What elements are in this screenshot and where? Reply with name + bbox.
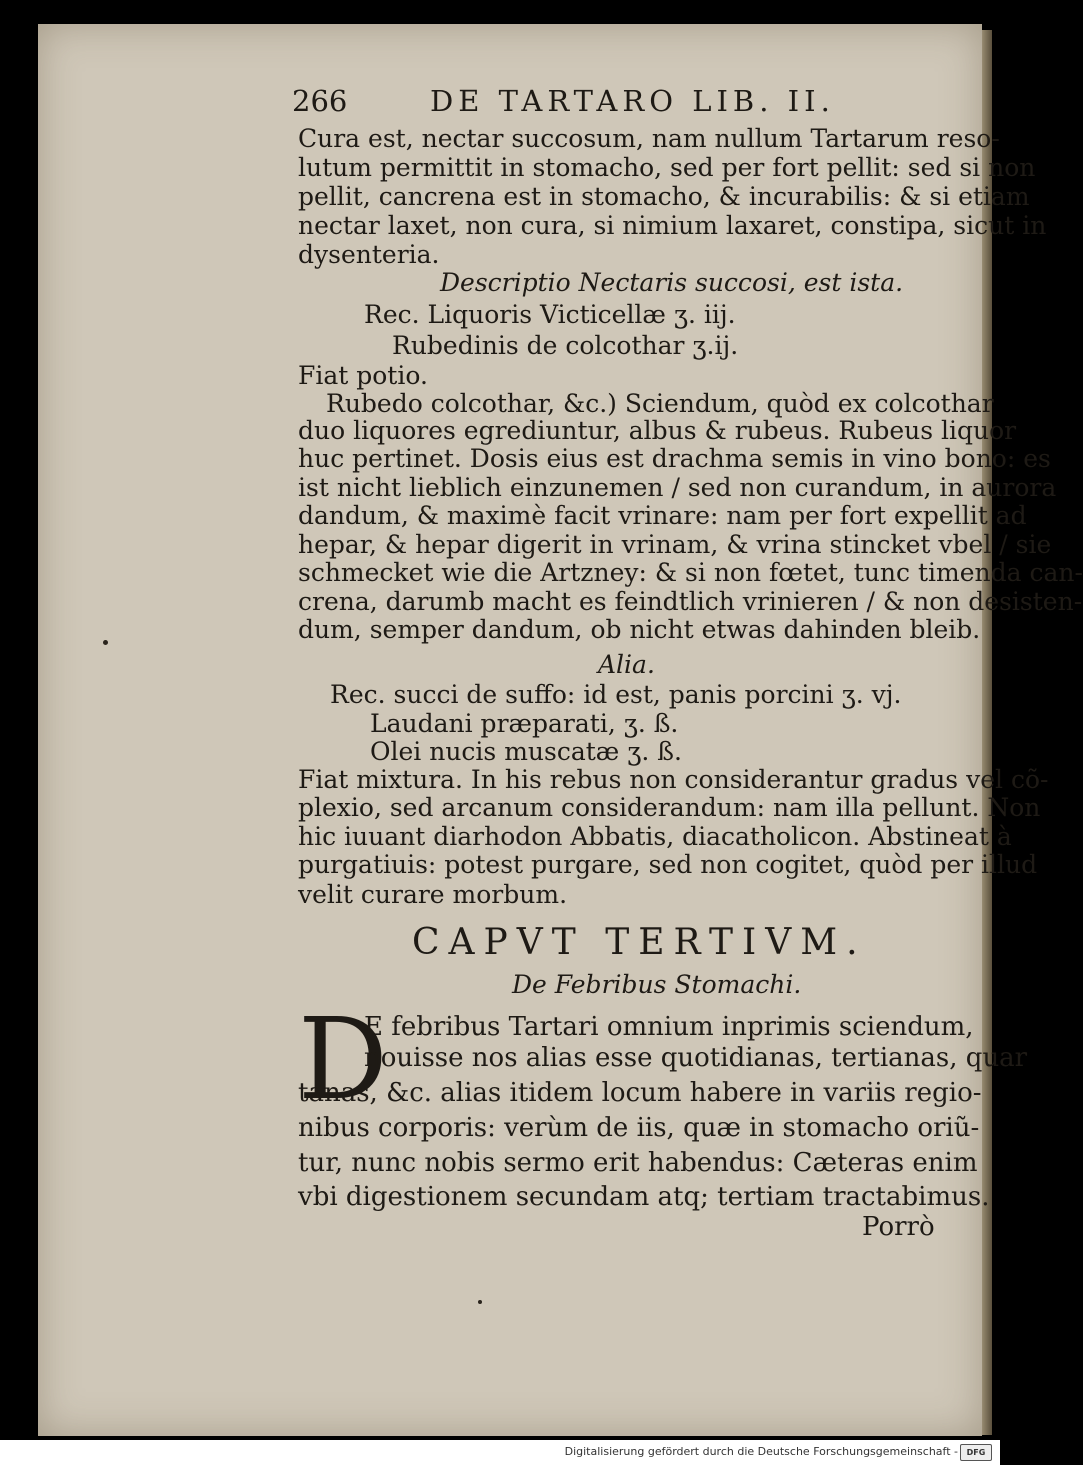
text-line: crena, darumb macht es feindtlich vrinieren / & non desisten- — [298, 587, 1083, 616]
text-line: purgatiuis: potest purgare, sed non cogitet, quòd per illud — [298, 850, 1038, 879]
text-line: lutum permittit in stomacho, sed per fort pellit: sed si non — [298, 153, 1036, 182]
text-line: velit curare morbum. — [298, 880, 568, 909]
text-line: huc pertinet. Dosis eius est drachma semis in vino bono: es — [298, 444, 1051, 473]
chapter-text-line: tanas, &c. alias itidem locum habere in variis regio- — [298, 1078, 982, 1108]
text-line: plexio, sed arcanum considerandum: nam illa pellunt. Non — [298, 793, 1041, 822]
chapter-text-line: E febribus Tartari omnium inprimis sciendum, — [364, 1012, 974, 1042]
text-line: nectar laxet, non cura, si nimium laxaret, constipa, sicut in — [298, 211, 1047, 240]
text-line: ist nicht lieblich einzunemen / sed non curandum, in aurora — [298, 473, 1057, 502]
text-line: Rubedo colcothar, &c.) Sciendum, quòd ex colcothar — [326, 389, 994, 418]
text-line: dandum, & maximè facit vrinare: nam per fort expellit ad — [298, 501, 1027, 530]
text-line: Fiat mixtura. In his rebus non considerantur gradus vel cõ- — [298, 765, 1049, 794]
catchword: Porrò — [862, 1212, 935, 1242]
dfg-logo: DFG — [960, 1444, 992, 1461]
recipe-line: Olei nucis muscatæ ʒ. ß. — [370, 737, 682, 766]
recipe-line: Rubedinis de colcothar ʒ.ij. — [392, 331, 739, 360]
recipe-heading: Descriptio Nectaris succosi, est ista. — [440, 268, 904, 297]
text-line: hic iuuant diarhodon Abbatis, diacatholicon. Abstineat à — [298, 822, 1012, 851]
running-title: DE TARTARO LIB. II. — [430, 84, 835, 118]
text-line: schmecket wie die Artzney: & si non fœtet, tunc timenda can- — [298, 558, 1083, 587]
page-number: 266 — [292, 84, 348, 118]
chapter-text-line: nibus corporis: verùm de iis, quæ in stomacho oriũ- — [298, 1113, 980, 1143]
text-line: pellit, cancrena est in stomacho, & incurabilis: & si etiam — [298, 182, 1030, 211]
chapter-text-line: vbi digestionem secundam atq; tertiam tractabimus. — [298, 1182, 990, 1212]
recipe-line: Laudani præparati, ʒ. ß. — [370, 709, 679, 738]
chapter-subtitle: De Febribus Stomachi. — [512, 970, 802, 999]
recipe-line: Rec. Liquoris Victicellæ ʒ. iij. — [364, 300, 736, 329]
chapter-text-line: nouisse nos alias esse quotidianas, tertianas, quar — [364, 1043, 1028, 1073]
chapter-title: CAPVT TERTIVM. — [412, 922, 867, 963]
text-line: Fiat potio. — [298, 361, 428, 390]
text-line: dum, semper dandum, ob nicht etwas dahinden bleib. — [298, 615, 981, 644]
text-line: duo liquores egrediuntur, albus & rubeus. Rubeus liquor — [298, 416, 1017, 445]
recipe-heading: Alia. — [598, 650, 655, 679]
paper-speck — [478, 1300, 482, 1304]
text-line: hepar, & hepar digerit in vrinam, & vrina stincket vbel / sie — [298, 530, 1052, 559]
paper-speck — [103, 640, 108, 645]
text-line: Cura est, nectar succosum, nam nullum Tartarum reso- — [298, 124, 1000, 153]
footer-bar — [0, 1440, 1000, 1465]
drop-cap: D — [298, 995, 388, 1125]
recipe-line: Rec. succi de suffo: id est, panis porcini ʒ. vj. — [330, 680, 902, 709]
text-line: dysenteria. — [298, 240, 440, 269]
footer-credit: Digitalisierung gefördert durch die Deutsche Forschungsgemeinschaft - — [564, 1445, 958, 1458]
chapter-text-line: tur, nunc nobis sermo erit habendus: Cæteras enim — [298, 1148, 978, 1178]
